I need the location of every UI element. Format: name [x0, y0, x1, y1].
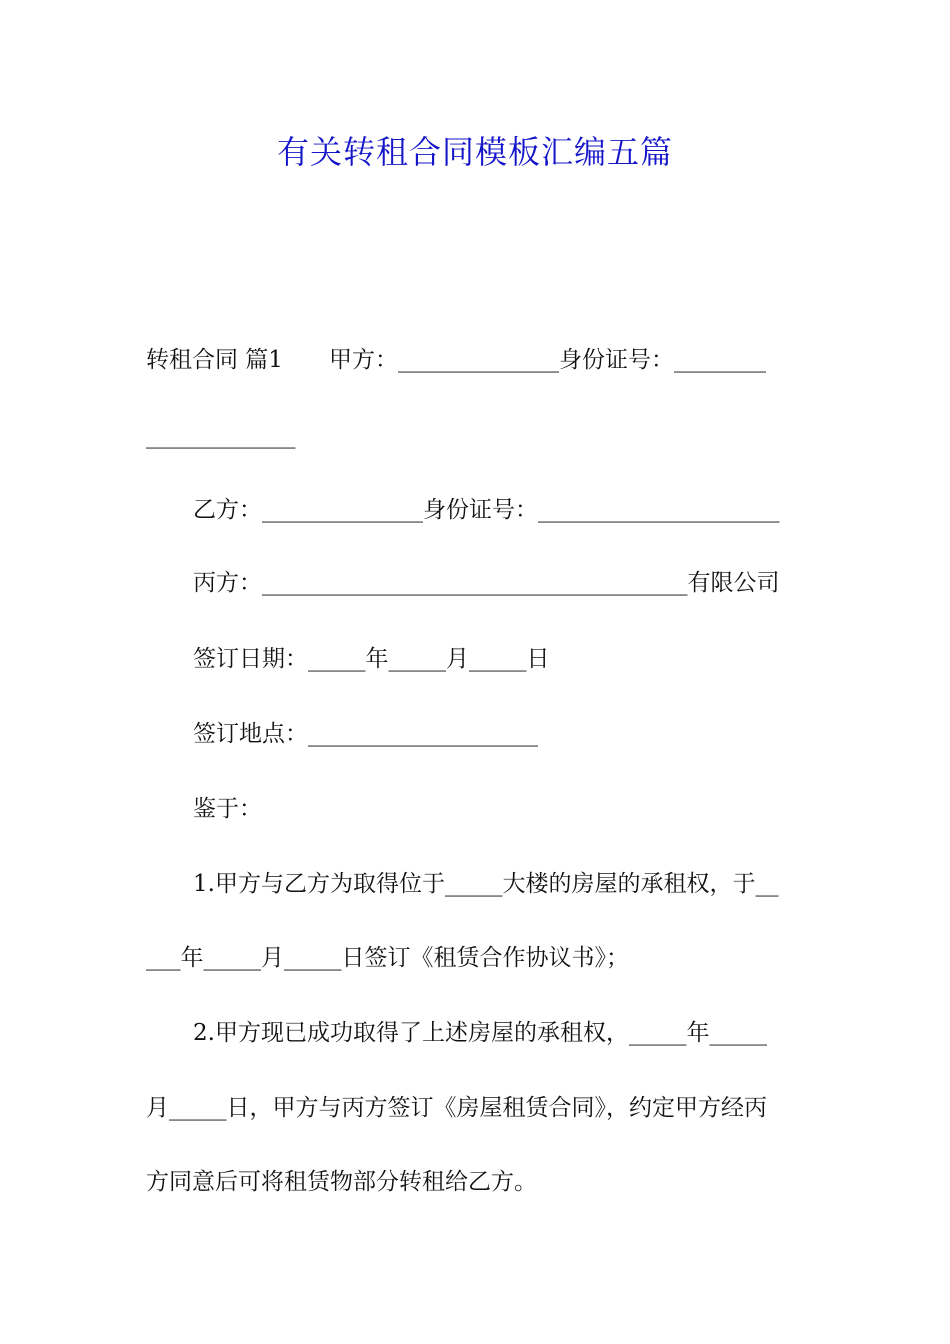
party-a-id-continuation: _____________ [146, 423, 296, 449]
signing-place-line: 签订地点：____________________ [193, 721, 538, 747]
clause-2-line-3: 方同意后可将租赁物部分转租给乙方。 [146, 1169, 537, 1195]
signing-date-line: 签订日期：_____年_____月_____日 [193, 646, 550, 672]
clause-1-line-2: ___年_____月_____日签订《租赁合作协议书》； [146, 945, 629, 971]
clause-1-line-1: 1.甲方与乙方为取得位于_____大楼的房屋的承租权，于__ [193, 871, 779, 897]
party-c-line: 丙方：_____________________________________有限公司 [193, 570, 780, 596]
clause-2-line-2: 月_____日，甲方与丙方签订《房屋租赁合同》，约定甲方经丙 [146, 1095, 767, 1121]
clause-2-line-1: 2.甲方现已成功取得了上述房屋的承租权，_____年_____ [193, 1020, 767, 1046]
contract-header-line [146, 344, 766, 376]
party-a-line: 甲方：______________身份证号：________ [328, 347, 766, 373]
whereas-heading: 鉴于： [193, 796, 262, 822]
document-title: 有关转租合同模板汇编五篇 [276, 133, 673, 171]
party-b-line: 乙方：______________身份证号：_____________________ [193, 497, 780, 523]
contract-heading: 转租合同 篇1 [146, 347, 283, 373]
